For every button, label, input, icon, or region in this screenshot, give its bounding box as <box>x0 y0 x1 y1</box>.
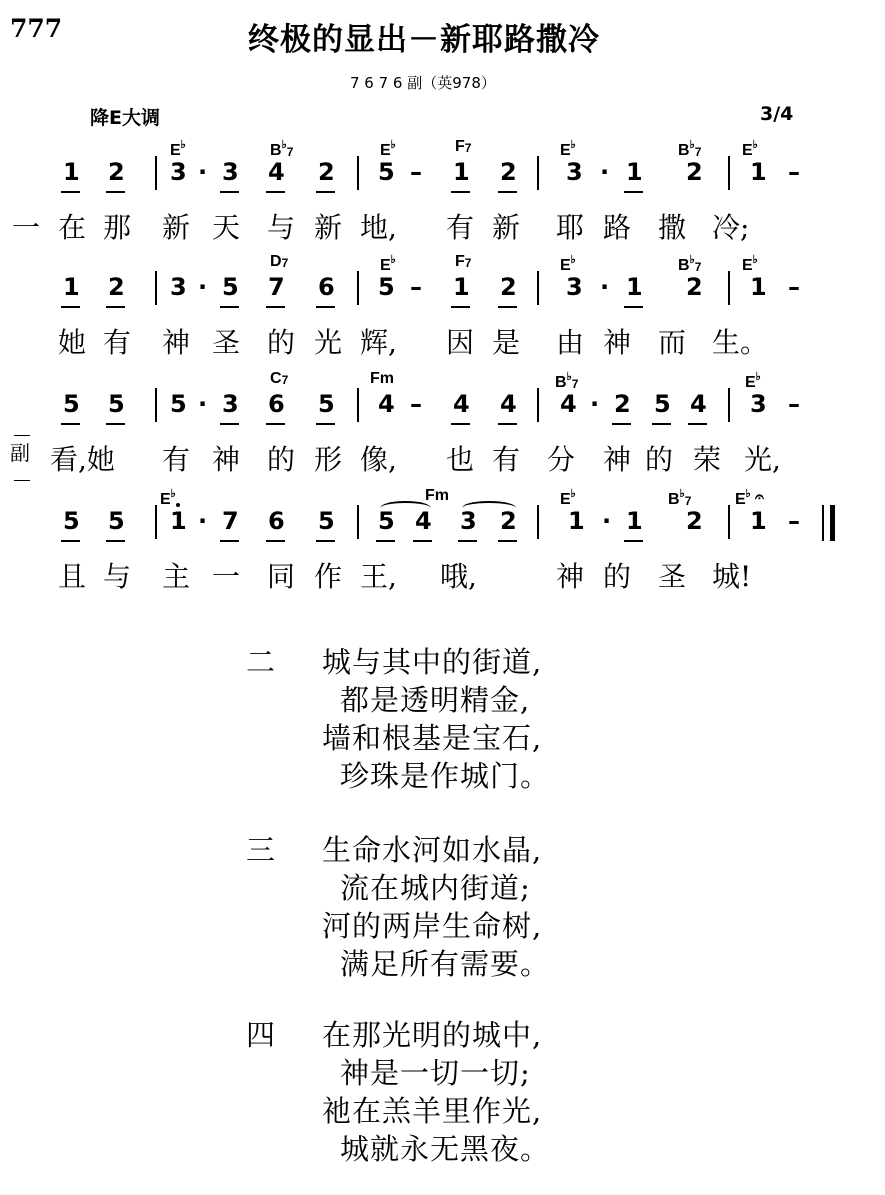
jianpu-note: 5 <box>378 158 395 186</box>
eighth-underline <box>266 306 285 308</box>
eighth-underline <box>376 540 395 542</box>
jianpu-note: 7 <box>268 273 285 301</box>
verse-line: 祂在羔羊里作光, <box>322 1094 543 1128</box>
jianpu-note: 6 <box>268 390 285 418</box>
eighth-underline <box>316 540 335 542</box>
jianpu-note: 5 <box>63 390 80 418</box>
chord-symbol: E♭ <box>160 488 176 508</box>
lyric-syllable: 的 <box>645 443 674 476</box>
eighth-underline <box>266 423 285 425</box>
jianpu-note: 4 <box>560 390 577 418</box>
lyric-syllable: 地, <box>360 211 397 244</box>
eighth-underline <box>316 191 335 193</box>
chord-symbol: E♭ <box>380 254 396 274</box>
chord-symbol: E♭ <box>742 254 758 274</box>
chord-symbol: $B^♭_7$ <box>678 139 702 159</box>
jianpu-note: 3 <box>566 158 583 186</box>
hymn-number: 777 <box>10 14 63 43</box>
jianpu-note: 3 <box>460 507 477 535</box>
chord-symbol: $B^♭_7$ <box>270 139 294 159</box>
eighth-underline <box>498 306 517 308</box>
lyric-syllable: 同 <box>267 560 296 593</box>
jianpu-note: 3 <box>222 158 239 186</box>
chord-symbol: $B^♭_7$ <box>678 254 702 274</box>
lyric-syllable: 像, <box>360 443 397 476</box>
lyric-syllable: 看,她 <box>50 443 115 476</box>
lyric-syllable: 新 <box>162 211 191 244</box>
jianpu-note: 2 <box>686 158 703 186</box>
bar-line <box>728 271 730 305</box>
eighth-underline <box>220 191 239 193</box>
bar-line <box>537 271 539 305</box>
lyric-syllable: 因 <box>446 326 475 359</box>
bar-line <box>728 505 730 539</box>
dot-extension: · <box>198 158 208 186</box>
verse-line: 在那光明的城中, <box>322 1018 543 1052</box>
eighth-underline <box>624 191 643 193</box>
refrain-label: 副 <box>10 441 30 465</box>
final-barline-thin <box>822 505 824 541</box>
dot-extension: · <box>602 507 612 535</box>
eighth-underline <box>316 306 335 308</box>
lyric-syllable: 撒 <box>658 211 687 244</box>
lyric-syllable: 神 <box>212 443 241 476</box>
eighth-underline <box>624 540 643 542</box>
jianpu-note: 4 <box>378 390 395 418</box>
verse-line: 墙和根基是宝石, <box>322 721 543 755</box>
jianpu-note: 5 <box>378 273 395 301</box>
lyric-syllable: 主 <box>162 560 191 593</box>
chord-symbol: E♭ <box>745 371 761 391</box>
lyric-syllable: 王, <box>360 560 397 593</box>
jianpu-note: 2 <box>614 390 631 418</box>
bar-line <box>357 505 359 539</box>
jianpu-note: 2 <box>500 158 517 186</box>
jianpu-note: 3 <box>750 390 767 418</box>
eighth-underline <box>498 423 517 425</box>
verse-number: 四 <box>246 1018 276 1052</box>
jianpu-note: 7 <box>222 507 239 535</box>
jianpu-note: 2 <box>686 273 703 301</box>
verse-line: 河的两岸生命树, <box>322 909 543 943</box>
jianpu-note: 5 <box>222 273 239 301</box>
eighth-underline <box>652 423 671 425</box>
lyric-syllable: 有 <box>103 326 132 359</box>
jianpu-note: 4 <box>690 390 707 418</box>
lyric-syllable: 冷; <box>712 211 750 244</box>
lyric-syllable: 也 <box>446 443 475 476</box>
verse-number: 三 <box>246 833 276 867</box>
time-signature: 3/4 <box>760 103 794 125</box>
bar-line <box>155 156 157 190</box>
jianpu-note: 3 <box>222 390 239 418</box>
eighth-underline <box>451 306 470 308</box>
lyric-syllable: 神 <box>603 443 632 476</box>
chord-symbol: $C_7$ <box>270 370 289 387</box>
verse-line: 神是一切一切; <box>340 1056 531 1090</box>
eighth-underline <box>688 423 707 425</box>
jianpu-note: 5 <box>170 390 187 418</box>
chord-symbol: E♭ <box>560 488 576 508</box>
chord-symbol: E♭ <box>735 488 751 508</box>
verse-line: 都是透明精金, <box>340 683 531 717</box>
dash-sustain: – <box>788 390 800 418</box>
eighth-underline <box>451 423 470 425</box>
jianpu-note: 1 <box>750 158 767 186</box>
verse-line: 城就永无黑夜。 <box>340 1132 551 1166</box>
eighth-underline <box>220 306 239 308</box>
lyric-syllable: 光 <box>314 326 343 359</box>
lyric-syllable: 城! <box>712 560 752 593</box>
eighth-underline <box>266 191 285 193</box>
dot-extension: · <box>198 390 208 418</box>
chord-symbol: E♭ <box>170 139 186 159</box>
bar-line <box>155 505 157 539</box>
lyric-syllable: 且 <box>58 560 87 593</box>
dash-sustain: – <box>410 390 422 418</box>
eighth-underline <box>316 423 335 425</box>
chord-symbol: Fm <box>425 487 449 504</box>
jianpu-note: 1 <box>453 158 470 186</box>
bar-line <box>155 271 157 305</box>
dash-sustain: – <box>788 158 800 186</box>
lyric-syllable: 有 <box>492 443 521 476</box>
lyric-syllable: 一 <box>12 211 41 244</box>
dot-extension: · <box>600 273 610 301</box>
bar-line <box>155 388 157 422</box>
jianpu-note: 6 <box>268 507 285 535</box>
jianpu-note: 1 <box>626 507 643 535</box>
jianpu-note: 5 <box>378 507 395 535</box>
eighth-underline <box>624 306 643 308</box>
slur-tie <box>380 501 431 515</box>
lyric-syllable: 圣 <box>212 326 241 359</box>
lyric-syllable: 那 <box>103 211 132 244</box>
dash-sustain: – <box>788 273 800 301</box>
dash-sustain: – <box>788 507 800 535</box>
lyric-syllable: 有 <box>446 211 475 244</box>
lyric-syllable: 圣 <box>658 560 687 593</box>
jianpu-note: 4 <box>500 390 517 418</box>
jianpu-note: 4 <box>415 507 432 535</box>
lyric-syllable: 耶 <box>556 211 585 244</box>
fermata-icon: 𝄐 <box>755 489 764 506</box>
lyric-syllable: 路 <box>603 211 632 244</box>
slur-tie <box>462 501 516 515</box>
jianpu-note: 1 <box>63 273 80 301</box>
jianpu-note: 2 <box>500 507 517 535</box>
eighth-underline <box>220 540 239 542</box>
eighth-underline <box>61 423 80 425</box>
eighth-underline <box>106 540 125 542</box>
lyric-syllable: 的 <box>603 560 632 593</box>
lyric-syllable: 神 <box>556 560 585 593</box>
verse-line: 生命水河如水晶, <box>322 833 543 867</box>
jianpu-note: 6 <box>318 273 335 301</box>
jianpu-note: 5 <box>318 390 335 418</box>
lyric-syllable: 荣 <box>693 443 722 476</box>
bar-line <box>357 156 359 190</box>
bar-line <box>728 156 730 190</box>
eighth-underline <box>61 540 80 542</box>
lyric-syllable: 辉, <box>360 326 397 359</box>
lyric-syllable: 与 <box>267 211 296 244</box>
lyric-syllable: 由 <box>556 326 585 359</box>
eighth-underline <box>106 191 125 193</box>
lyric-syllable: 分 <box>547 443 576 476</box>
eighth-underline <box>106 306 125 308</box>
jianpu-note: 5 <box>108 390 125 418</box>
lyric-syllable: 新 <box>314 211 343 244</box>
verse-line: 流在城内街道; <box>340 871 531 905</box>
jianpu-note: 2 <box>108 273 125 301</box>
bar-line <box>537 505 539 539</box>
eighth-underline <box>612 423 631 425</box>
lyric-syllable: 天 <box>212 211 241 244</box>
eighth-underline <box>266 540 285 542</box>
lyric-syllable: 她 <box>58 326 87 359</box>
jianpu-note: 5 <box>654 390 671 418</box>
bar-line <box>357 271 359 305</box>
jianpu-note: 1 <box>626 273 643 301</box>
lyric-syllable: 新 <box>492 211 521 244</box>
verse-line: 城与其中的街道, <box>322 645 543 679</box>
key-signature: 降E大调 <box>90 107 160 129</box>
jianpu-note: 3 <box>170 158 187 186</box>
eighth-underline <box>106 423 125 425</box>
jianpu-note: 1 <box>170 507 187 535</box>
bar-line <box>728 388 730 422</box>
lyric-syllable: 形 <box>314 443 343 476</box>
dot-extension: · <box>198 273 208 301</box>
jianpu-note: 1 <box>750 507 767 535</box>
jianpu-note: 2 <box>686 507 703 535</box>
chord-symbol: $D_7$ <box>270 253 289 270</box>
lyric-syllable: 与 <box>103 560 132 593</box>
jianpu-note: 2 <box>318 158 335 186</box>
lyric-syllable: 神 <box>162 326 191 359</box>
lyric-syllable: 的 <box>267 443 296 476</box>
eighth-underline <box>413 540 432 542</box>
lyric-syllable: 哦, <box>440 560 477 593</box>
jianpu-note: 1 <box>568 507 585 535</box>
jianpu-note: 3 <box>170 273 187 301</box>
jianpu-note: 4 <box>268 158 285 186</box>
eighth-underline <box>61 306 80 308</box>
dot-extension: · <box>590 390 600 418</box>
chord-symbol: $B^♭_7$ <box>555 371 579 391</box>
eighth-underline <box>498 191 517 193</box>
chord-symbol: $F_7$ <box>455 138 472 155</box>
lyric-syllable: 有 <box>162 443 191 476</box>
eighth-underline <box>498 540 517 542</box>
verse-number: 二 <box>246 645 276 679</box>
final-barline-thick <box>830 505 835 541</box>
lyric-syllable: 作 <box>314 560 343 593</box>
lyric-syllable: 光, <box>744 443 781 476</box>
chord-symbol: E♭ <box>560 254 576 274</box>
hymn-title: 终极的显出－新耶路撒冷 <box>248 22 600 58</box>
jianpu-note: 4 <box>453 390 470 418</box>
bar-line <box>537 388 539 422</box>
chord-symbol: E♭ <box>560 139 576 159</box>
chord-symbol: E♭ <box>742 139 758 159</box>
eighth-underline <box>220 423 239 425</box>
chord-symbol: E♭ <box>380 139 396 159</box>
jianpu-note: 2 <box>108 158 125 186</box>
verse-line: 珍珠是作城门。 <box>340 759 551 793</box>
eighth-underline <box>458 540 477 542</box>
octave-dot <box>176 503 180 507</box>
hymn-meter: 7 6 7 6 副（英978） <box>350 74 496 92</box>
jianpu-note: 3 <box>566 273 583 301</box>
lyric-syllable: 生。 <box>712 326 769 359</box>
jianpu-note: 5 <box>318 507 335 535</box>
lyric-syllable: 而 <box>658 326 687 359</box>
bar-line <box>537 156 539 190</box>
lyric-syllable: 一 <box>212 560 241 593</box>
lyric-syllable: 在 <box>58 211 87 244</box>
chord-symbol: $F_7$ <box>455 253 472 270</box>
dot-extension: · <box>600 158 610 186</box>
verse-line: 满足所有需要。 <box>340 947 551 981</box>
jianpu-note: 5 <box>108 507 125 535</box>
jianpu-note: 1 <box>63 158 80 186</box>
jianpu-note: 1 <box>453 273 470 301</box>
dot-extension: · <box>198 507 208 535</box>
bar-line <box>357 388 359 422</box>
lyric-syllable: 的 <box>267 326 296 359</box>
dash-sustain: – <box>410 273 422 301</box>
lyric-syllable: 是 <box>492 326 521 359</box>
eighth-underline <box>61 191 80 193</box>
chord-symbol: $B^♭_7$ <box>668 488 692 508</box>
eighth-underline <box>451 191 470 193</box>
lyric-syllable: 神 <box>603 326 632 359</box>
chord-symbol: Fm <box>370 370 394 387</box>
jianpu-note: 1 <box>626 158 643 186</box>
jianpu-note: 1 <box>750 273 767 301</box>
jianpu-note: 5 <box>63 507 80 535</box>
jianpu-note: 2 <box>500 273 517 301</box>
dash-sustain: – <box>410 158 422 186</box>
